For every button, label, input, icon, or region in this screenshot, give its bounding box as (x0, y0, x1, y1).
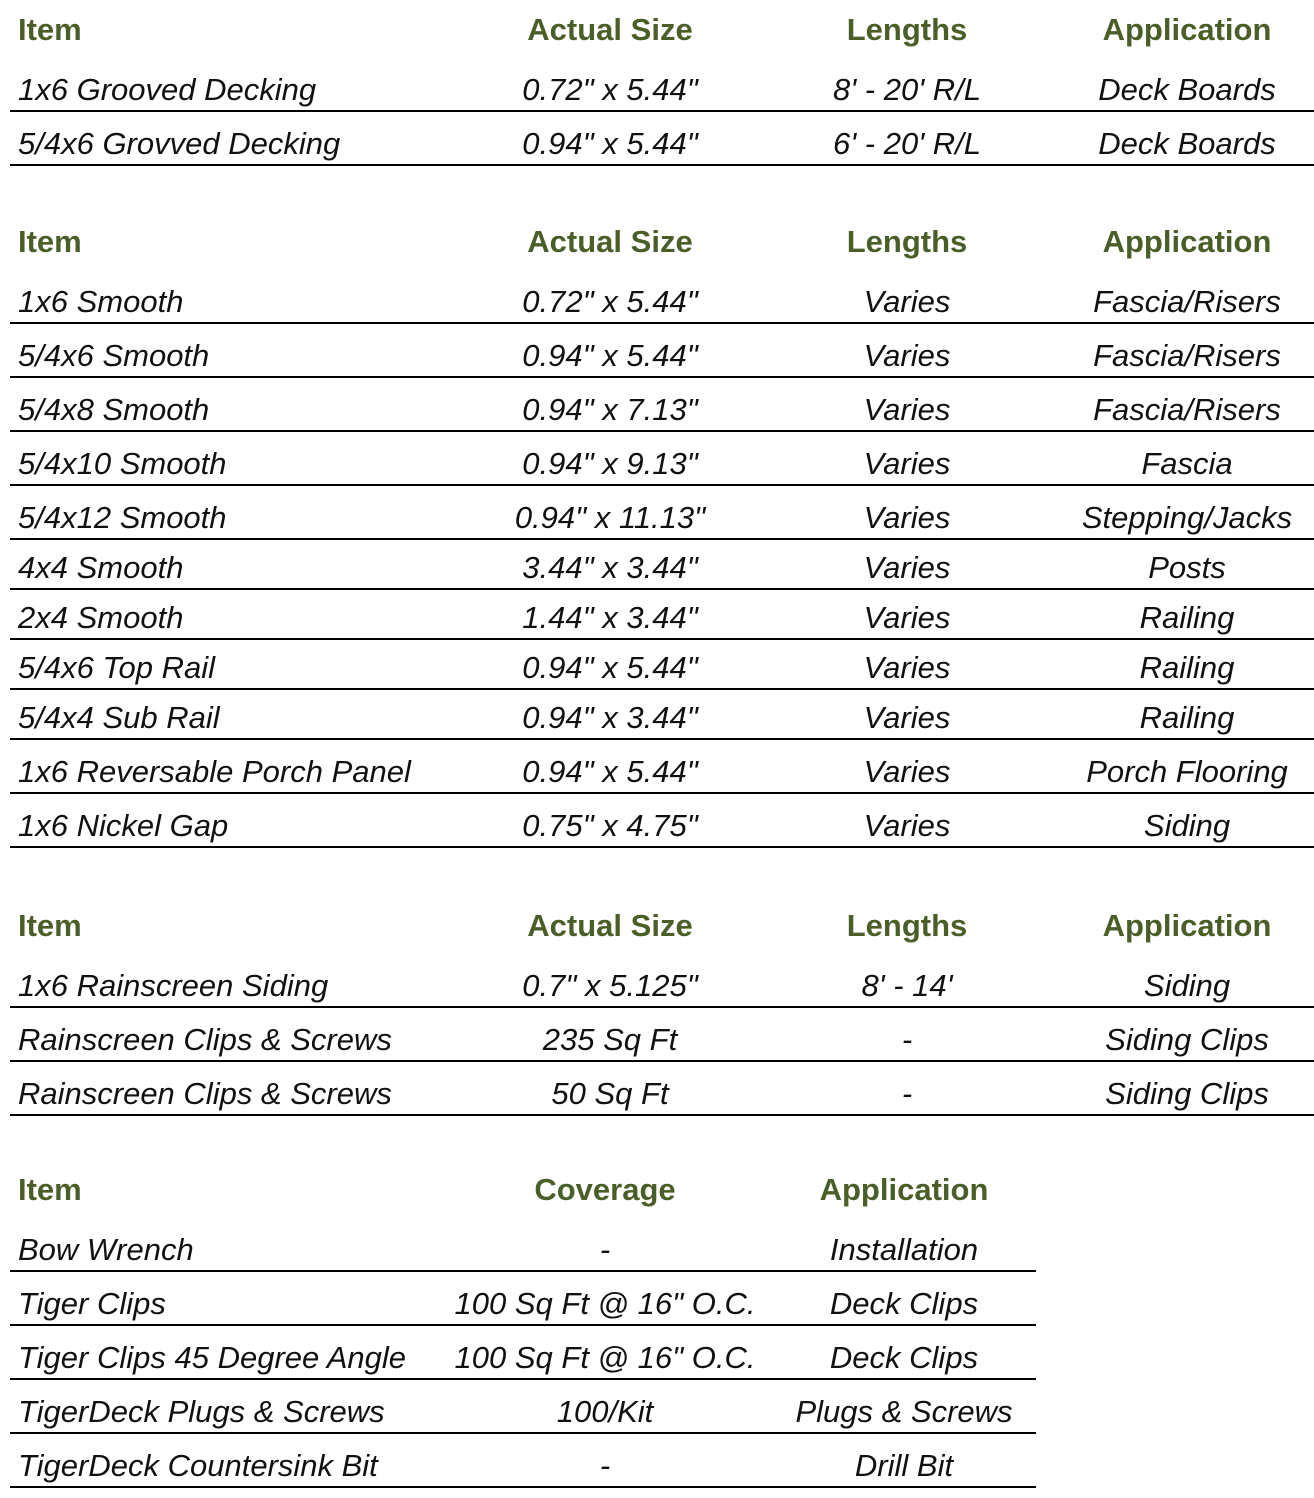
table-row (10, 1380, 1036, 1434)
table-cell: Rainscreen Clips & Screws (18, 1022, 392, 1057)
table-cell: 6' - 20' R/L (833, 126, 981, 161)
table-cell: Varies (863, 650, 951, 685)
table-cell: 1x6 Reversable Porch Panel (18, 754, 411, 789)
table-cell: Deck Clips (829, 1340, 979, 1375)
table-cell: Varies (863, 284, 951, 319)
table-cell: 5/4x8 Smooth (18, 392, 210, 427)
table-cell: 5/4x12 Smooth (18, 500, 227, 535)
table-row (10, 1218, 1036, 1272)
table-cell: TigerDeck Plugs & Screws (18, 1394, 385, 1429)
table-cell: 0.94" x 9.13" (522, 446, 698, 481)
table-cell: Varies (863, 500, 951, 535)
column-header: Lengths (846, 224, 968, 259)
table-cell: Fascia/Risers (1093, 284, 1281, 319)
table-row (10, 112, 1314, 166)
table-row (10, 1434, 1036, 1488)
table-cell: 1.44" x 3.44" (522, 600, 698, 635)
table-cell: Drill Bit (854, 1448, 954, 1483)
column-header: Application (1102, 12, 1272, 47)
table-cell: 1x6 Rainscreen Siding (18, 968, 329, 1003)
table-cell: Deck Boards (1098, 72, 1276, 107)
table-cell: Deck Clips (829, 1286, 979, 1321)
table-cell: 235 Sq Ft (542, 1022, 678, 1057)
table-cell: 100 Sq Ft @ 16" O.C. (454, 1340, 756, 1375)
column-header: Actual Size (527, 908, 693, 943)
table-header-row (10, 216, 1314, 270)
table-cell: 0.94" x 5.44" (522, 338, 698, 373)
table-cell: 0.94" x 11.13" (514, 500, 706, 535)
table-cell: Fascia (1141, 446, 1233, 481)
table-row (10, 58, 1314, 112)
column-header: Application (819, 1172, 989, 1207)
table-cell: Siding (1143, 968, 1231, 1003)
table-cell: - (901, 1022, 913, 1057)
table-row (10, 486, 1314, 540)
table-cell: 100 Sq Ft @ 16" O.C. (454, 1286, 756, 1321)
table-cell: - (599, 1232, 611, 1267)
table-row (10, 1272, 1036, 1326)
table-cell: Siding Clips (1105, 1076, 1269, 1111)
column-header: Item (18, 908, 82, 943)
table-cell: 5/4x6 Top Rail (18, 650, 216, 685)
table-header-row (10, 1164, 1036, 1218)
table-row (10, 1062, 1314, 1116)
table-cell: 100/Kit (556, 1394, 654, 1429)
column-header: Application (1102, 224, 1272, 259)
table-row (10, 540, 1314, 590)
table-cell: 5/4x4 Sub Rail (18, 700, 220, 735)
table-cell: Varies (863, 754, 951, 789)
table-row (10, 324, 1314, 378)
table-cell: 5/4x10 Smooth (18, 446, 227, 481)
table-cell: Siding (1143, 808, 1231, 843)
table-cell: 2x4 Smooth (18, 600, 184, 635)
table-cell: 0.94" x 7.13" (522, 392, 698, 427)
column-header: Lengths (846, 908, 968, 943)
table-header-row (10, 900, 1314, 954)
table-cell: Fascia/Risers (1093, 392, 1281, 427)
table-row (10, 270, 1314, 324)
table-cell: 0.94" x 5.44" (522, 126, 698, 161)
table-cell: Bow Wrench (18, 1232, 194, 1267)
table-cell: Varies (863, 700, 951, 735)
table-cell: 0.94" x 5.44" (522, 754, 698, 789)
table-cell: 1x6 Nickel Gap (18, 808, 229, 843)
table-row (10, 954, 1314, 1008)
table-cell: Varies (863, 392, 951, 427)
table-cell: Tiger Clips 45 Degree Angle (18, 1340, 406, 1375)
table-cell: 1x6 Grooved Decking (18, 72, 317, 107)
table-cell: 0.7" x 5.125" (522, 968, 698, 1003)
table-cell: Rainscreen Clips & Screws (18, 1076, 392, 1111)
table-cell: Varies (863, 550, 951, 585)
table-row (10, 640, 1314, 690)
table-cell: Railing (1139, 650, 1235, 685)
table-cell: Deck Boards (1098, 126, 1276, 161)
table-cell: Plugs & Screws (795, 1394, 1013, 1429)
table-header-row (10, 4, 1314, 58)
table-cell: - (901, 1076, 913, 1111)
table-cell: 5/4x6 Smooth (18, 338, 210, 373)
column-header: Coverage (534, 1172, 676, 1207)
table-cell: 0.75" x 4.75" (522, 808, 698, 843)
table-row (10, 590, 1314, 640)
column-header: Item (18, 12, 82, 47)
column-header: Lengths (846, 12, 968, 47)
spec-table-1 (10, 4, 1314, 166)
table-cell: Railing (1139, 700, 1235, 735)
table-cell: Railing (1139, 600, 1235, 635)
table-cell: - (599, 1448, 611, 1483)
table-cell: 0.72" x 5.44" (522, 284, 698, 319)
column-header: Actual Size (527, 224, 693, 259)
table-cell: 0.94" x 5.44" (522, 650, 698, 685)
table-cell: 8' - 14' (861, 968, 953, 1003)
table-cell: 5/4x6 Grovved Decking (18, 126, 341, 161)
table-cell: Installation (829, 1232, 979, 1267)
table-cell: TigerDeck Countersink Bit (18, 1448, 378, 1483)
table-cell: 0.94" x 3.44" (522, 700, 698, 735)
table-cell: Varies (863, 600, 951, 635)
table-row (10, 794, 1314, 848)
table-cell: 50 Sq Ft (551, 1076, 669, 1111)
table-row (10, 690, 1314, 740)
column-header: Item (18, 224, 82, 259)
table-cell: 0.72" x 5.44" (522, 72, 698, 107)
table-cell: Tiger Clips (18, 1286, 166, 1321)
table-cell: Varies (863, 446, 951, 481)
table-cell: Varies (863, 338, 951, 373)
table-row (10, 1008, 1314, 1062)
table-cell: 1x6 Smooth (18, 284, 184, 319)
table-row (10, 740, 1314, 794)
table-cell: 8' - 20' R/L (833, 72, 981, 107)
spec-table-4 (10, 1164, 1036, 1488)
column-header: Actual Size (527, 12, 693, 47)
table-cell: Siding Clips (1105, 1022, 1269, 1057)
table-row (10, 432, 1314, 486)
table-row (10, 1326, 1036, 1380)
column-header: Application (1102, 908, 1272, 943)
spec-table-3 (10, 900, 1314, 1116)
table-cell: Porch Flooring (1086, 754, 1288, 789)
table-row (10, 378, 1314, 432)
table-cell: Fascia/Risers (1093, 338, 1281, 373)
table-cell: Posts (1148, 550, 1226, 585)
table-cell: Stepping/Jacks (1081, 500, 1293, 535)
table-cell: 3.44" x 3.44" (522, 550, 698, 585)
column-header: Item (18, 1172, 82, 1207)
spec-table-2 (10, 216, 1314, 848)
table-cell: 4x4 Smooth (18, 550, 184, 585)
table-cell: Varies (863, 808, 951, 843)
